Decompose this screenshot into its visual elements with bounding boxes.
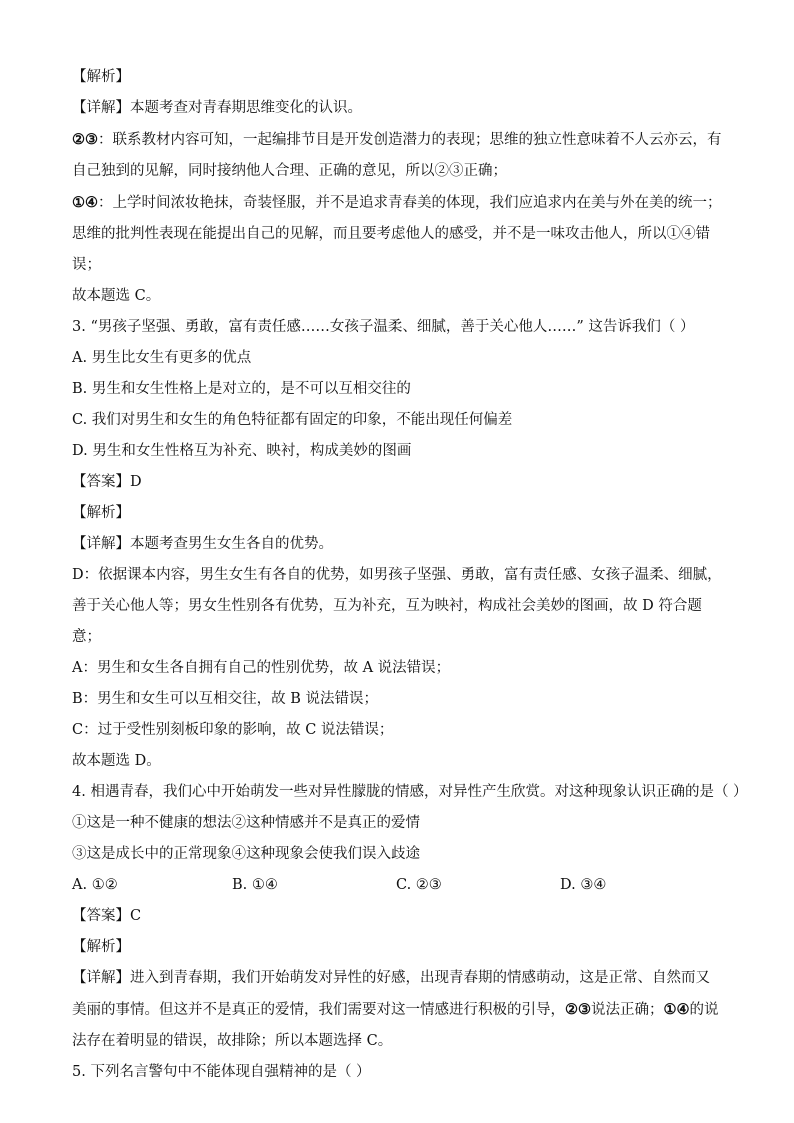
q3-answer: 【答案】D (72, 474, 142, 490)
q3-explain-c: C：过于受性别刻板印象的影响，故 C 说法错误； (72, 722, 394, 738)
q4-option-b: B. ①④ (232, 877, 278, 893)
q2-conclusion: 故本题选 C。 (72, 288, 161, 304)
q4-detail: 【详解】进入到青春期，我们开始萌发对异性的好感，出现青春期的情感萌动，这是正常、自然而又美丽的事情。但这并不是真正的爱情，我们需要对这一情感进行积极的引导，②③说法正确；①④的说法存在着明显的错误，故排除；所以本题选择 C。 (72, 970, 719, 1049)
q2-paragraph-correct: ②③：联系教材内容可知，一起编排节目是开发创造潜力的表现；思维的独立性意味着不人云亦云，有自己独到的见解，同时接纳他人合理、正确的意见，所以②③正确； (72, 131, 722, 179)
q4-option-c: C. ②③ (396, 877, 442, 893)
q4-answer: 【答案】C (72, 908, 142, 924)
q3-explain-b: B：男生和女生可以互相交往，故 B 说法错误； (72, 691, 379, 707)
q4-option-d: D. ③④ (560, 877, 607, 893)
q5-stem: 5. 下列名言警句中不能体现自强精神的是（ ） (72, 1064, 371, 1080)
q4-stem: 4. 相遇青春，我们心中开始萌发一些对异性朦胧的情感，对异性产生欣赏。对这种现象认识正确的是（ ） (72, 784, 748, 800)
q3-stem: 3. “男孩子坚强、勇敢，富有责任感……女孩子温柔、细腻，善于关心他人……” 这告诉我们（ ） (72, 319, 695, 335)
q3-option-d: D. 男生和女生性格互为补充、映衬，构成美妙的图画 (72, 443, 412, 459)
q3-detail-intro: 【详解】本题考查男生女生各自的优势。 (72, 536, 333, 552)
q4-analysis-heading: 【解析】 (72, 939, 130, 955)
q3-option-a: A. 男生比女生有更多的优点 (72, 350, 252, 366)
q4-options-row (72, 870, 722, 901)
q4-statements-2: ③这是成长中的正常现象④这种现象会使我们误入歧途 (72, 846, 420, 862)
q2-detail-intro: 【详解】本题考查对青春期思维变化的认识。 (72, 100, 362, 116)
q3-option-b: B. 男生和女生性格上是对立的，是不可以互相交往的 (72, 381, 411, 397)
q3-analysis-heading: 【解析】 (72, 505, 130, 521)
q2-analysis-heading: 【解析】 (72, 69, 130, 85)
q3-option-c: C. 我们对男生和女生的角色特征都有固定的印象，不能出现任何偏差 (72, 412, 513, 428)
q4-statements-1: ①这是一种不健康的想法②这种情感并不是真正的爱情 (72, 815, 420, 831)
q3-conclusion: 故本题选 D。 (72, 753, 161, 769)
q4-option-a: A. ①② (72, 877, 118, 893)
q3-explain-d: D：依据课本内容，男生女生有各自的优势，如男孩子坚强、勇敢，富有责任感、女孩子温柔、细腻，善于关心他人等；男女生性别各有优势，互为补充，互为映衬，构成社会美妙的图画，故 D 符合题意； (72, 567, 722, 645)
q2-paragraph-wrong: ①④：上学时间浓妆艳抹，奇装怪服，并不是追求青春美的体现，我们应追求内在美与外在美的统一；思维的批判性表现在能提出自己的见解，而且要考虑他人的感受，并不是一味攻击他人，所以①④错误； (72, 194, 722, 273)
document-page (72, 62, 748, 1088)
q3-explain-a: A：男生和女生各自拥有自己的性别优势，故 A 说法错误； (72, 660, 451, 676)
